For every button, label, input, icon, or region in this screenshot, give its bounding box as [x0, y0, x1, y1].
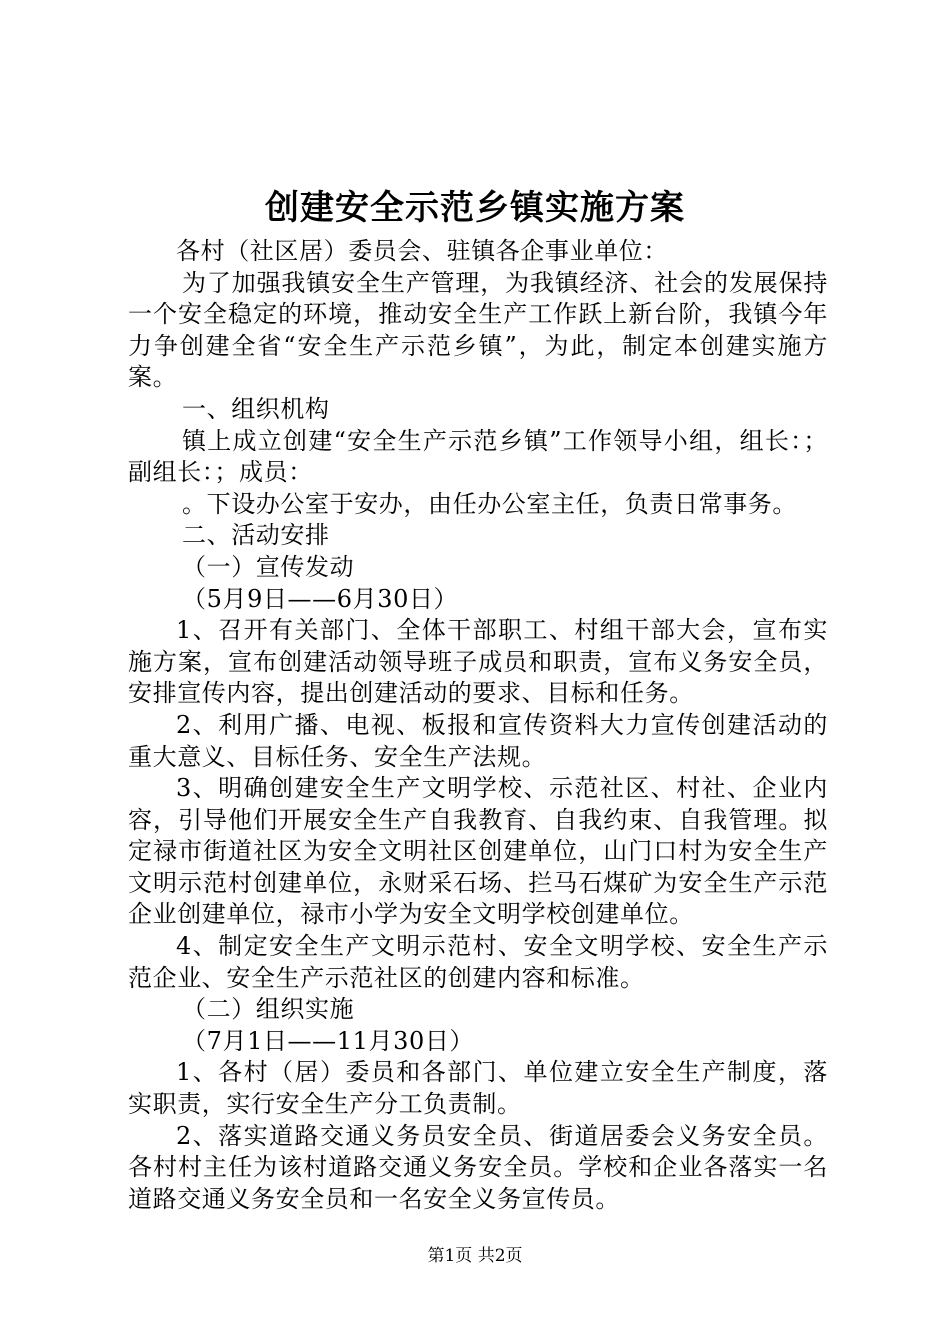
- subsection-heading: （一）宣传发动: [182, 552, 355, 581]
- list-item: 4、制定安全生产文明示范村、安全文明学校、安全生产示范企业、安全生产示范社区的创建内容和标准。: [128, 932, 828, 992]
- page-number-footer: 第1页 共2页: [427, 1246, 523, 1266]
- list-item: 1、召开有关部门、全体干部职工、村组干部大会，宣布实施方案，宣布创建活动领导班子成员和职责，宣布义务安全员，安排宣传内容，提出创建活动的要求、目标和任务。: [128, 616, 828, 708]
- document-title: 创建安全示范乡镇实施方案: [265, 188, 685, 228]
- list-item: 2、利用广播、电视、板报和宣传资料大力宣传创建活动的重大意义、目标任务、安全生产法规。: [128, 710, 828, 771]
- paragraph: 。下设办公室于安办，由任办公室主任，负责日常事务。: [182, 489, 797, 518]
- paragraph: 镇上成立创建“安全生产示范乡镇”工作领导小组，组长：；副组长：；成员：: [128, 426, 828, 487]
- date-range: （5月9日——6月30日）: [182, 584, 459, 613]
- document-body: [128, 236, 828, 1215]
- subsection-heading: （二）组织实施: [182, 995, 355, 1024]
- section-heading: 二、活动安排: [182, 521, 330, 550]
- paragraph: 各村（社区居）委员会、驻镇各企事业单位：: [176, 237, 668, 265]
- paragraph: 为了加强我镇安全生产管理，为我镇经济、社会的发展保持一个安全稳定的环境，推动安全生产工作跃上新台阶，我镇今年力争创建全省“安全生产示范乡镇”，为此，制定本创建实施方案。: [128, 268, 828, 392]
- date-range: （7月1日——11月30日）: [182, 1026, 475, 1055]
- list-item: 2、落实道路交通义务员安全员、街道居委会义务安全员。各村村主任为该村道路交通义务安全员。学校和企业各落实一名道路交通义务安全员和一名安全义务宣传员。: [128, 1121, 828, 1213]
- list-item: 3、明确创建安全生产文明学校、示范社区、村社、企业内容，引导他们开展安全生产自我教育、自我约束、自我管理。拟定禄市街道社区为安全文明社区创建单位，山门口村为安全生产文明示范村创建单位，永财采石场、拦马石煤矿为安全生产示范企业创建单位，禄市小学为安全文明学校创建单位。: [128, 774, 828, 929]
- list-item: 1、各村（居）委员和各部门、单位建立安全生产制度，落实职责，实行安全生产分工负责制。: [128, 1058, 828, 1119]
- section-heading: 一、组织机构: [182, 394, 330, 423]
